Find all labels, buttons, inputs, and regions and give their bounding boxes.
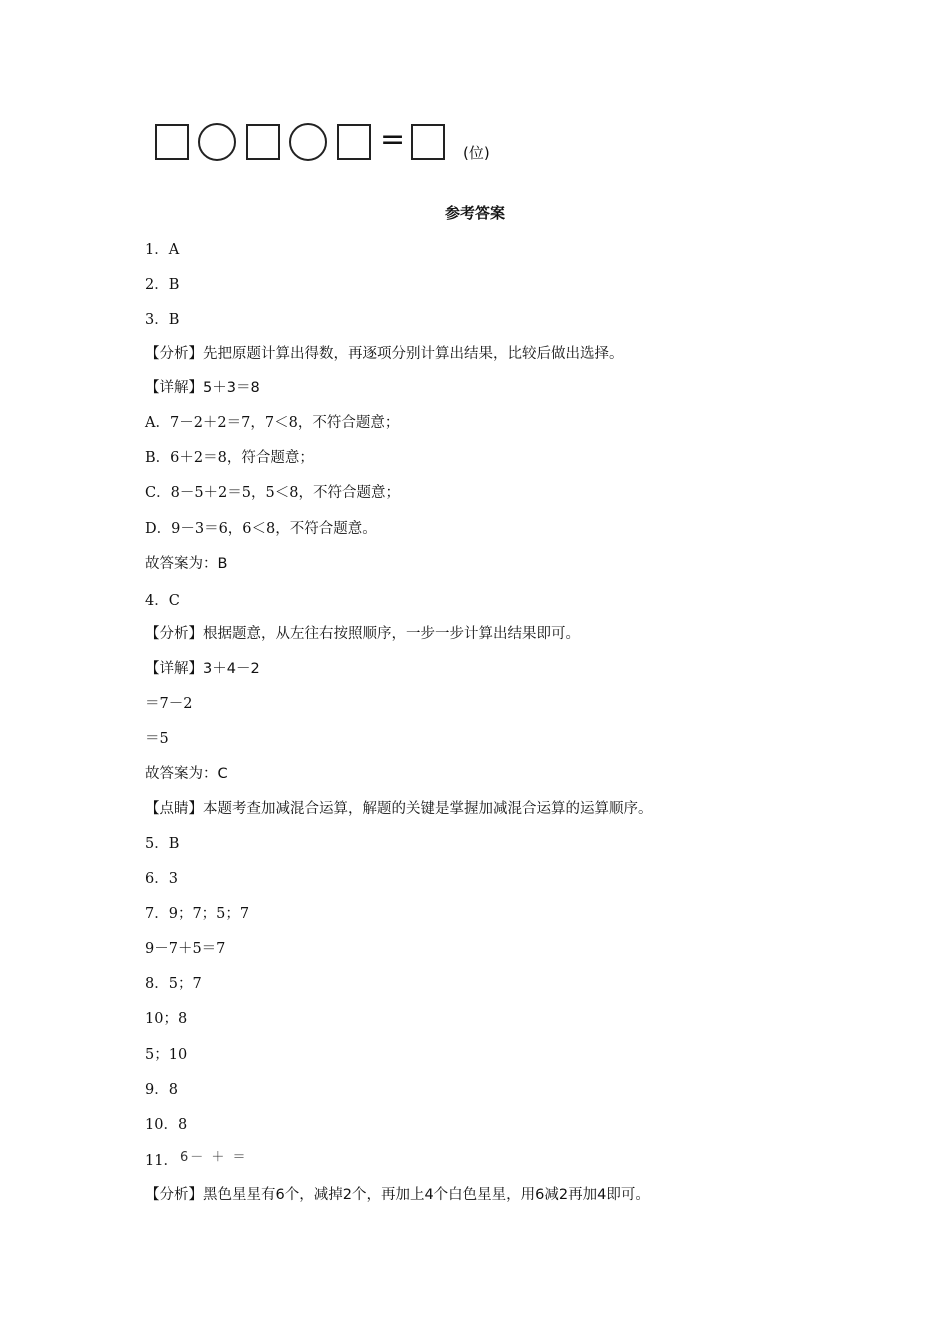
q11-equation: 6－ ＋ ＝ [180,1150,248,1165]
step-line: ＝7－2 [145,696,193,712]
step-line: ＝5 [145,731,169,747]
blank-square [246,124,280,160]
conclusion-line: 故答案为：B [145,556,228,572]
unit-label: (位) [463,144,490,162]
analysis-line: 【分析】黑色星星有6个，减掉2个，再加上4个白色星星，用6减2再加4即可。 [145,1187,650,1203]
answer-title: 参考答案 [444,204,505,222]
analysis-line: 【分析】根据题意，从左往右按照顺序，一步一步计算出结果即可。 [145,626,580,642]
blank-circle [198,123,236,161]
detail-line: 【详解】5＋3＝8 [145,380,260,396]
comment-line: 【点睛】本题考查加减混合运算，解题的关键是掌握加减混合运算的运算顺序。 [145,801,653,817]
option-line: A．7－2＋2＝7，7＜8，不符合题意； [145,415,400,431]
answer-line: 2．B [145,277,180,293]
answer-line: 5．B [145,836,180,852]
answer-line: 9．8 [145,1082,178,1098]
answer-shape-row [155,120,515,164]
blank-square [155,124,189,160]
answer-line: 5；10 [145,1047,188,1063]
answer-line: 9－7＋5＝7 [145,941,226,957]
answer-line: 3．B [145,312,180,328]
blank-circle [289,123,327,161]
detail-line: 【详解】3＋4－2 [145,661,260,677]
answer-line: 7．9；7；5；7 [145,906,250,922]
answer-line: 6．3 [145,871,178,887]
option-line: D．9－3＝6，6＜8，不符合题意。 [145,521,377,537]
answer-line: 4．C [145,593,180,609]
analysis-line: 【分析】先把原题计算出得数，再逐项分别计算出结果，比较后做出选择。 [145,346,624,362]
answer-line: 1．A [145,242,180,258]
equals-sign: = [380,122,406,157]
answer-line: 8．5；7 [145,976,202,992]
answer-line: 11． [145,1153,178,1169]
blank-square [337,124,371,160]
answer-line: 10．8 [145,1117,188,1133]
answer-line: 10；8 [145,1011,188,1027]
option-line: B．6＋2＝8，符合题意； [145,450,314,466]
blank-square [411,124,445,160]
option-line: C．8－5＋2＝5，5＜8，不符合题意； [145,485,400,501]
conclusion-line: 故答案为：C [145,766,228,782]
